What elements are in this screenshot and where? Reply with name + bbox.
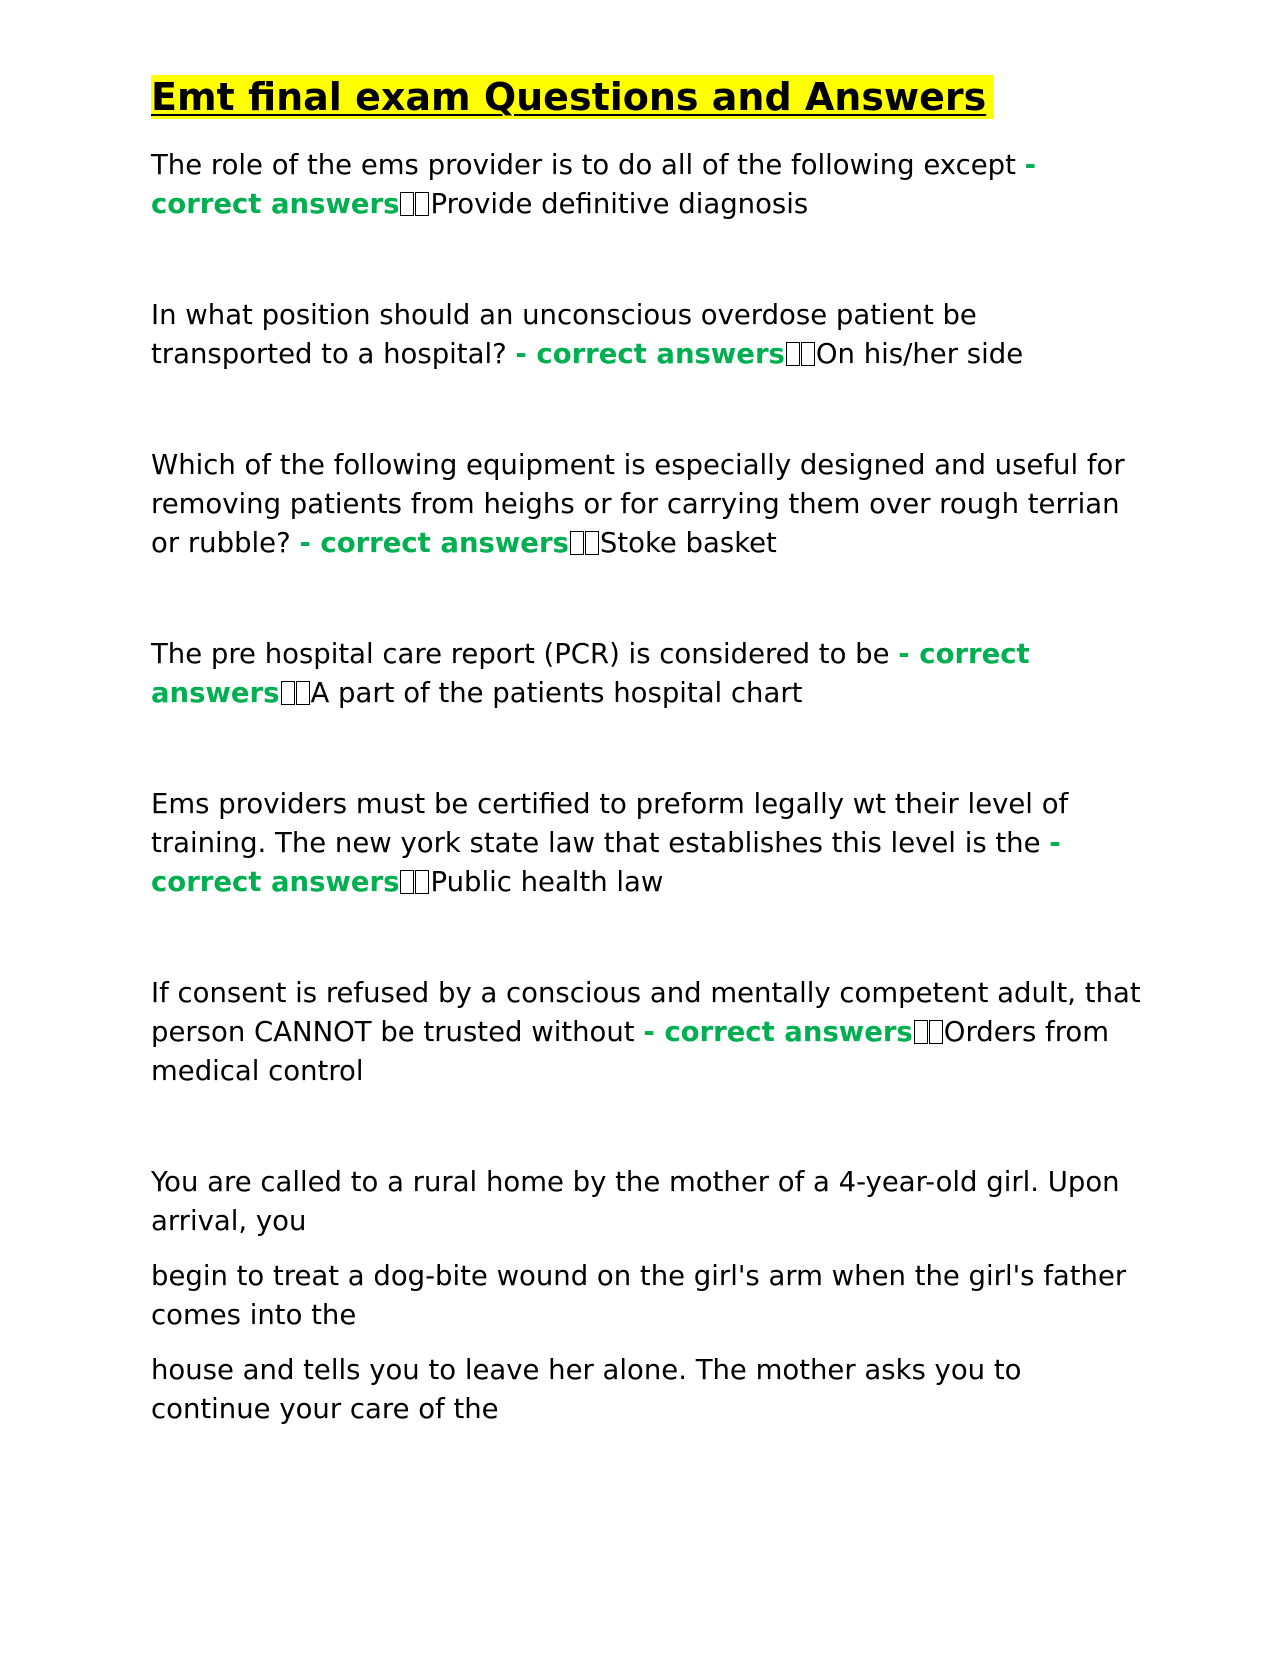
qa-item (151, 635, 1141, 713)
missing-glyph-icon (399, 870, 430, 894)
question-text: The pre hospital care report (PCR) is considered to be (151, 638, 899, 670)
document-page (151, 72, 1141, 1429)
missing-glyph-icon (785, 342, 816, 366)
missing-glyph-icon (280, 681, 311, 705)
answer-text: Stoke basket (599, 527, 777, 559)
answer-text: A part of the patients hospital chart (310, 677, 803, 709)
title-highlight: Emt final exam Questions and Answers (151, 75, 994, 119)
question-text: Ems providers must be certified to preform legally wt their level of training. The new york state law that establishes this level is the (151, 788, 1069, 859)
question-text: Which of the following equipment is especially designed and useful for removing patients from heighs or for carrying them over rough terrian or rubble? (151, 449, 1125, 559)
answer-label: - correct answers (643, 1016, 913, 1048)
answer-label: - correct answers (515, 338, 785, 370)
qa-item (151, 446, 1141, 563)
answer-text: Public health law (430, 866, 664, 898)
answer-label: - correct answers (151, 149, 1037, 220)
answer-label: - correct answers (151, 827, 1061, 898)
scenario-paragraph: You are called to a rural home by the mother of a 4-year-old girl. Upon arrival, you (151, 1166, 1120, 1237)
answer-text: On his/her side (815, 338, 1024, 370)
missing-glyph-icon (913, 1020, 944, 1044)
question-text: If consent is refused by a conscious and mentally competent adult, that person CANNOT be trusted without (151, 977, 1141, 1048)
qa-item (151, 974, 1141, 1091)
answer-label: - correct answers (299, 527, 569, 559)
answer-label: - correct answers (151, 638, 1030, 709)
question-text: In what position should an unconscious overdose patient be transported to a hospital? (151, 299, 977, 370)
answer-text: Orders from medical control (151, 1016, 1110, 1087)
missing-glyph-icon (569, 531, 600, 555)
answer-text: Provide definitive diagnosis (430, 188, 809, 220)
qa-item (151, 146, 1141, 224)
qa-item (151, 296, 1141, 374)
document-title (151, 72, 994, 122)
missing-glyph-icon (399, 192, 430, 216)
question-text: The role of the ems provider is to do all of the following except (151, 149, 1025, 181)
qa-item (151, 785, 1141, 902)
scenario-paragraph: house and tells you to leave her alone. The mother asks you to continue your care of the (151, 1354, 1022, 1425)
scenario-paragraph: begin to treat a dog-bite wound on the girl's arm when the girl's father comes into the (151, 1260, 1127, 1331)
